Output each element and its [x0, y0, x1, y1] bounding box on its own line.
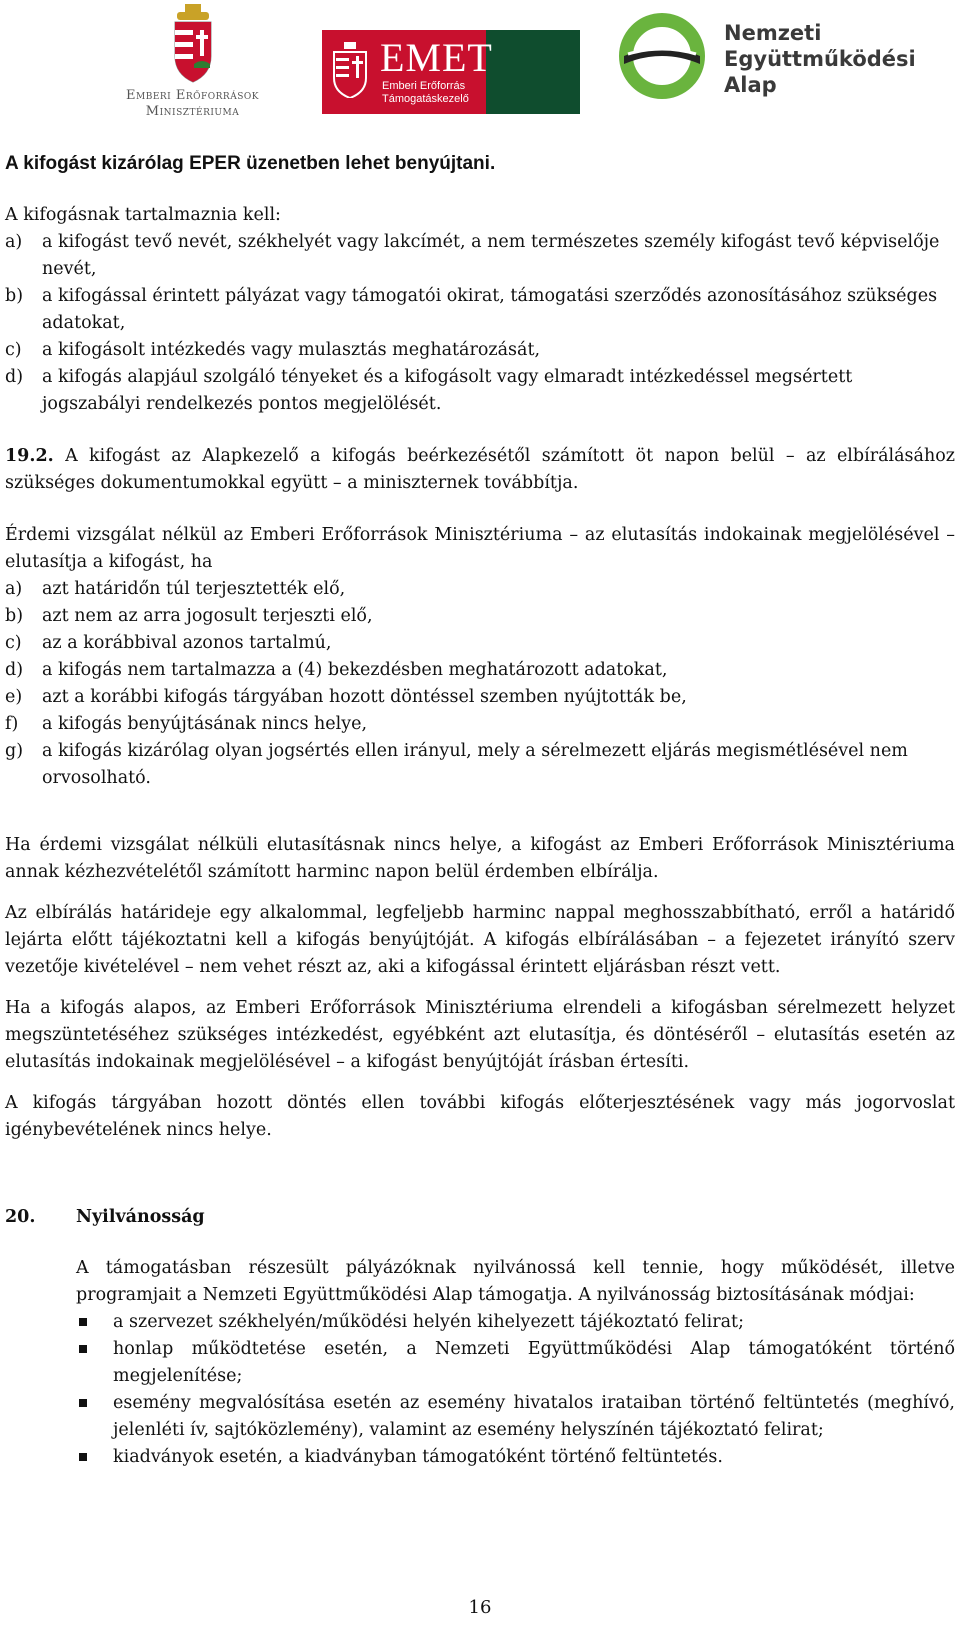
list-item	[5, 364, 955, 418]
item-text: a kifogással érintett pályázat vagy támogatói okirat, támogatási szerződés azonosításához szükséges adatokat,	[42, 286, 938, 333]
square-bullet-icon	[79, 1399, 87, 1407]
item-label: b)	[5, 286, 24, 306]
header-logos	[0, 0, 960, 130]
list-item	[5, 657, 955, 684]
nea-line1: Nemzeti	[724, 21, 822, 45]
emmi-line2: Minisztériuma	[145, 104, 240, 119]
item-text: a kifogás kizárólag olyan jogsértés ellen irányul, mely a sérelmezett eljárás megismétlésével nem orvosolható.	[42, 741, 908, 788]
item-text: azt határidőn túl terjesztették elő,	[42, 579, 346, 599]
item-text: kiadványok esetén, a kiadványban támogatóként történő feltüntetés.	[113, 1447, 723, 1467]
emmi-line1: Emberi Erőforrások	[126, 88, 259, 103]
reject-intro: Érdemi vizsgálat nélkül az Emberi Erőforrások Minisztériuma – az elutasítás indokainak megjelölésével – elutasítja a kifogást, ha	[5, 525, 955, 572]
square-bullet-icon	[79, 1345, 87, 1353]
list-item	[5, 229, 955, 283]
item-text: a szervezet székhelyén/működési helyén kihelyezett tájékoztató felirat;	[113, 1312, 744, 1332]
item-text: a kifogás alapjául szolgáló tényeket és a kifogásolt vagy elmaradt intézkedéssel megsértett jogszabályi rendelkezés pontos megjelölését.	[42, 367, 853, 414]
emet-green-band	[486, 30, 580, 114]
item-text: a kifogás nem tartalmazza a (4) bekezdésben meghatározott adatokat,	[42, 660, 668, 680]
section-19-2-text: A kifogást az Alapkezelő a kifogás beérkezésétől számított öt napon belül – az elbírálásához szükséges dokumentumokkal együtt – a miniszternek továbbítja.	[5, 446, 955, 493]
item-label: f)	[5, 714, 19, 734]
item-text: a kifogást tevő nevét, székhelyét vagy lakcímét, a nem természetes személy kifogást tevő képviselője nevét,	[42, 232, 940, 279]
list-item	[5, 684, 955, 711]
nea-logo	[616, 8, 946, 108]
section-20-title: Nyilvánosság	[76, 1207, 205, 1227]
section-20-heading	[5, 1204, 955, 1231]
list-item	[5, 738, 955, 792]
section-19-2-number: 19.2.	[5, 446, 54, 466]
item-text: esemény megvalósítása esetén az esemény hivatalos irataiban történő feltüntetés (meghívó, jelenléti ív, sajtóközlemény), valamint az esemény helyszínén tájékoztató felirat;	[113, 1393, 955, 1440]
section-19-2	[5, 443, 955, 497]
item-text: azt nem az arra jogosult terjeszti elő,	[42, 606, 373, 626]
item-label: g)	[5, 741, 24, 761]
nea-ring-icon	[616, 10, 708, 102]
item-text: a kifogásolt intézkedés vagy mulasztás meghatározását,	[42, 340, 541, 360]
item-label: a)	[5, 579, 23, 599]
square-bullet-icon	[79, 1318, 87, 1326]
item-text: azt a korábbi kifogás tárgyában hozott döntéssel szemben nyújtották be,	[42, 687, 687, 707]
document-content	[5, 150, 955, 1471]
item-label: c)	[5, 340, 22, 360]
emet-shield-icon	[332, 42, 368, 98]
square-bullet-icon	[79, 1453, 87, 1461]
hungarian-coat-of-arms-icon	[167, 4, 219, 86]
para-deadline: Az elbírálás határideje egy alkalommal, legfeljebb harminc nappal meghosszabbítható, erről a határidő lejárta előtt tájékoztatni kell a kifogás benyújtóját. A kifogás elbírálásában – a fejezetet irányító szerv vezetője kivételével – nem vehet részt az, aki a kifogással érintett eljárásban részt vett.	[5, 903, 955, 977]
list-item	[5, 337, 955, 364]
item-label: d)	[5, 367, 24, 387]
item-label: c)	[5, 633, 22, 653]
content-list	[5, 229, 955, 418]
list-item	[5, 576, 955, 603]
item-text: a kifogás benyújtásának nincs helye,	[42, 714, 368, 734]
item-label: e)	[5, 687, 23, 707]
list-item	[76, 1309, 955, 1336]
list-item	[76, 1390, 955, 1444]
para-founded: Ha a kifogás alapos, az Emberi Erőforrások Minisztériuma elrendeli a kifogásban sérelmezett helyzet megszüntetéséhez szükséges intézkedést, egyébként azt elutasítja, és döntéséről – elutasítás esetén az elutasítás indokainak megjelölésével – a kifogást benyújtóját írásban értesíti.	[5, 998, 955, 1072]
emet-sub-line1: Emberi Erőforrás	[382, 80, 466, 92]
item-label: a)	[5, 232, 23, 252]
list-item	[76, 1336, 955, 1390]
item-label: d)	[5, 660, 24, 680]
emet-title: EMET	[380, 35, 493, 80]
section-20-body	[76, 1255, 955, 1471]
para-final: A kifogás tárgyában hozott döntés ellen további kifogás előterjesztésének vagy más jogorvoslat igénybevételének nincs helye.	[5, 1093, 955, 1140]
item-label: b)	[5, 606, 24, 626]
emmi-logo	[105, 4, 280, 122]
list-item	[5, 630, 955, 657]
list-item	[76, 1444, 955, 1471]
page-number: 16	[468, 1597, 492, 1618]
item-text: honlap működtetése esetén, a Nemzeti Együttműködési Alap támogatóként történő megjelenítése;	[113, 1339, 955, 1386]
content-intro: A kifogásnak tartalmaznia kell:	[5, 205, 281, 225]
list-item	[5, 711, 955, 738]
item-text: az a korábbival azonos tartalmú,	[42, 633, 332, 653]
section-20-intro: A támogatásban részesült pályázóknak nyilvánossá kell tennie, hogy működését, illetve programjait a Nemzeti Együttműködési Alap támogatja. A nyilvánosság biztosításának módjai:	[76, 1258, 955, 1305]
section-20-number: 20.	[5, 1207, 36, 1227]
list-item	[5, 603, 955, 630]
reject-list	[5, 576, 955, 792]
para-merit: Ha érdemi vizsgálat nélküli elutasításnak nincs helye, a kifogást az Emberi Erőforrások Minisztériuma annak kézhezvételétől számított harminc napon belül érdemben elbírálja.	[5, 835, 955, 882]
intro-bold: A kifogást kizárólag EPER üzenetben lehet benyújtani.	[5, 153, 496, 174]
emet-logo	[322, 30, 580, 114]
publicity-list	[76, 1309, 955, 1471]
nea-line3: Alap	[724, 73, 777, 97]
emet-sub-line2: Támogatáskezelő	[382, 93, 469, 105]
nea-line2: Együttműködési	[724, 47, 916, 71]
list-item	[5, 283, 955, 337]
